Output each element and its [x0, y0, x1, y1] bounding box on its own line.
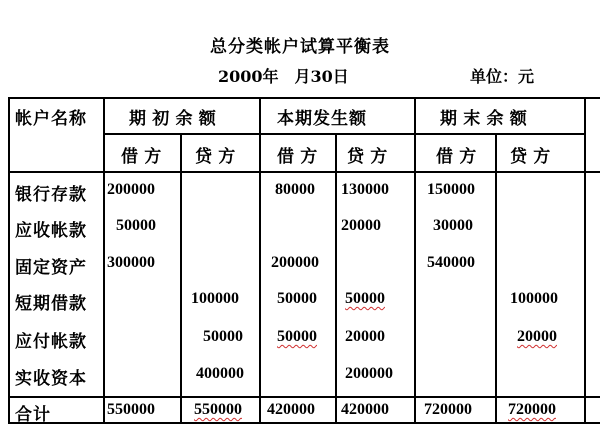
row-name: 银行存款: [15, 185, 87, 204]
current-credit-value: 130000: [341, 181, 389, 198]
date-line: 2000年 月30日: [218, 67, 349, 86]
header-closing-credit: 贷 方: [510, 147, 552, 166]
total-current-credit: 420000: [341, 401, 389, 418]
rule-total-top: [8, 396, 600, 398]
row-name: 实收资本: [15, 369, 87, 388]
header-opening-debit: 借 方: [121, 147, 163, 166]
row-name: 固定资产: [15, 258, 87, 277]
header-account: 帐户名称: [15, 109, 87, 128]
col-line-5: [414, 97, 416, 423]
header-current: 本期发生额: [277, 109, 367, 128]
header-opening: 期 初 余 额: [129, 109, 217, 128]
header-closing-debit: 借 方: [436, 147, 478, 166]
row-name: 短期借款: [15, 294, 87, 313]
col-line-4: [335, 133, 337, 423]
closing-debit-value: 540000: [427, 254, 475, 271]
total-label: 合计: [15, 405, 51, 424]
col-line-1: [103, 97, 105, 423]
opening-credit-value: 50000: [203, 328, 243, 345]
current-credit-value: 20000: [345, 328, 385, 345]
col-line-2: [180, 133, 182, 423]
total-opening-credit: 550000: [194, 401, 242, 418]
currency-unit: 单位：元: [470, 67, 535, 86]
opening-debit-value: 300000: [107, 254, 155, 271]
col-line-7: [584, 97, 586, 423]
row-name: 应收帐款: [15, 221, 87, 240]
current-credit-value: 200000: [345, 365, 393, 382]
rule-subheader: [103, 133, 585, 135]
total-opening-debit: 550000: [107, 401, 155, 418]
col-line-6: [495, 133, 497, 423]
total-closing-credit: 720000: [508, 401, 556, 418]
closing-credit-value: 20000: [517, 328, 557, 345]
col-line-3: [259, 97, 261, 423]
opening-credit-value: 100000: [191, 290, 239, 307]
header-opening-credit: 贷 方: [195, 147, 237, 166]
current-debit-value: 50000: [277, 290, 317, 307]
total-closing-debit: 720000: [424, 401, 472, 418]
current-debit-value: 50000: [277, 328, 317, 345]
closing-credit-value: 100000: [510, 290, 558, 307]
current-debit-value: 200000: [271, 254, 319, 271]
table-title: 总分类帐户试算平衡表: [210, 37, 390, 57]
rule-top: [8, 97, 600, 99]
closing-debit-value: 150000: [427, 181, 475, 198]
row-name: 应付帐款: [15, 332, 87, 351]
total-current-debit: 420000: [267, 401, 315, 418]
header-current-debit: 借 方: [277, 147, 319, 166]
col-line-0: [8, 97, 10, 423]
opening-credit-value: 400000: [196, 365, 244, 382]
opening-debit-value: 50000: [116, 217, 156, 234]
opening-debit-value: 200000: [107, 181, 155, 198]
header-closing: 期 末 余 额: [440, 109, 528, 128]
closing-debit-value: 30000: [433, 217, 473, 234]
current-debit-value: 80000: [275, 181, 315, 198]
rule-header-bottom: [8, 171, 600, 173]
current-credit-value: 20000: [341, 217, 381, 234]
current-credit-value: 50000: [345, 290, 385, 307]
header-current-credit: 贷 方: [347, 147, 389, 166]
rule-bottom: [8, 422, 600, 424]
